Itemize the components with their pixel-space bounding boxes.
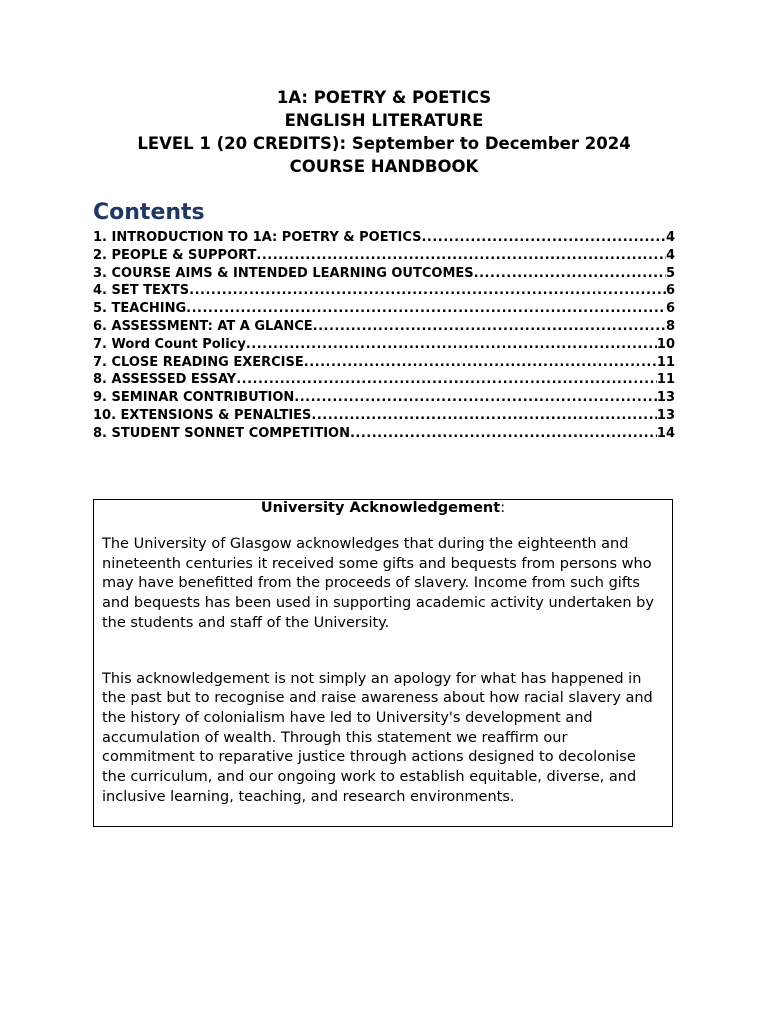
toc-leader-dots xyxy=(421,229,665,247)
toc-leader-dots xyxy=(313,318,666,336)
toc-item-label: 8. STUDENT SONNET COMPETITION xyxy=(93,425,350,441)
acknowledgement-title xyxy=(102,500,664,517)
toc-leader-dots xyxy=(189,282,666,300)
toc-leader-dots xyxy=(350,425,657,443)
toc-item-label: 1. INTRODUCTION TO 1A: POETRY & POETICS xyxy=(93,230,422,245)
toc-item-page-number: 11 xyxy=(656,372,675,388)
toc-item[interactable] xyxy=(93,371,675,389)
toc-leader-dots xyxy=(474,265,666,283)
course-title: 1A: POETRY & POETICS xyxy=(276,88,492,107)
table-of-contents xyxy=(93,229,675,443)
acknowledgement-title-colon: : xyxy=(500,500,506,516)
toc-item[interactable] xyxy=(93,336,675,354)
toc-item[interactable] xyxy=(93,407,675,425)
toc-item[interactable] xyxy=(93,247,675,265)
toc-leader-dots xyxy=(236,371,657,389)
toc-item-page-number: 4 xyxy=(665,247,675,263)
toc-item-page-number: 13 xyxy=(656,407,675,423)
level-and-dates: LEVEL 1 (20 CREDITS): September to December 2024 xyxy=(137,134,631,153)
toc-leader-dots xyxy=(246,336,657,354)
toc-item-page-number: 10 xyxy=(656,336,675,352)
acknowledgement-box xyxy=(93,499,673,827)
handbook-title: COURSE HANDBOOK xyxy=(289,157,479,176)
document-title-block xyxy=(0,86,768,178)
toc-item-page-number: 5 xyxy=(665,265,675,281)
toc-item-label: 7. CLOSE READING EXERCISE xyxy=(93,354,304,370)
toc-item-page-number: 14 xyxy=(656,425,675,441)
toc-leader-dots xyxy=(294,389,657,407)
acknowledgement-paragraph-2: This acknowledgement is not simply an apology for what has happened in the past but to recognise and raise awareness about how racial slavery and the history of colonialism have led to University's development and accumulation of wealth. Through this statement we reaffirm our commitment to reparative justice through actions designed to decolonise the curriculum, and our ongoing work to establish equitable, diverse, and inclusive learning, teaching, and research environments. xyxy=(102,670,653,805)
toc-item-page-number: 11 xyxy=(656,354,675,370)
acknowledgement-paragraph-1: The University of Glasgow acknowledges that during the eighteenth and nineteenth centuries it received some gifts and bequests from persons who may have benefitted from the proceeds of slavery. Income from such gifts and bequests has been used in supporting academic activity undertaken by the students and staff of the University. xyxy=(102,536,654,631)
contents-heading: Contents xyxy=(93,200,205,225)
acknowledgement-title-text: University Acknowledgement xyxy=(260,500,501,516)
toc-item-label: 7. Word Count Policy xyxy=(93,336,246,352)
subject-title: ENGLISH LITERATURE xyxy=(284,111,484,130)
toc-item[interactable] xyxy=(93,354,675,372)
toc-item[interactable] xyxy=(93,425,675,443)
toc-item[interactable] xyxy=(93,282,675,300)
toc-item[interactable] xyxy=(93,389,675,407)
toc-item[interactable] xyxy=(93,265,675,283)
toc-item-label: 6. ASSESSMENT: AT A GLANCE xyxy=(93,318,313,334)
toc-item-label: 3. COURSE AIMS & INTENDED LEARNING OUTCOMES xyxy=(93,265,474,281)
toc-item-label: 10. EXTENSIONS & PENALTIES xyxy=(93,407,312,423)
toc-item-page-number: 6 xyxy=(665,283,675,299)
toc-item-page-number: 6 xyxy=(665,301,675,317)
toc-item-label: 2. PEOPLE & SUPPORT xyxy=(93,247,257,263)
toc-item-page-number: 13 xyxy=(656,390,675,406)
toc-leader-dots xyxy=(256,247,666,265)
toc-item-label: 5. TEACHING xyxy=(93,301,187,317)
toc-item[interactable] xyxy=(93,318,675,336)
toc-item-label: 9. SEMINAR CONTRIBUTION xyxy=(93,390,295,406)
toc-item-page-number: 4 xyxy=(665,230,675,245)
toc-item-label: 4. SET TEXTS xyxy=(93,283,190,299)
toc-item-page-number: 8 xyxy=(665,318,675,334)
toc-item[interactable] xyxy=(93,229,675,247)
toc-leader-dots xyxy=(186,300,666,318)
toc-item[interactable] xyxy=(93,300,675,318)
toc-leader-dots xyxy=(311,407,657,425)
toc-item-label: 8. ASSESSED ESSAY xyxy=(93,372,237,388)
toc-leader-dots xyxy=(304,354,657,372)
